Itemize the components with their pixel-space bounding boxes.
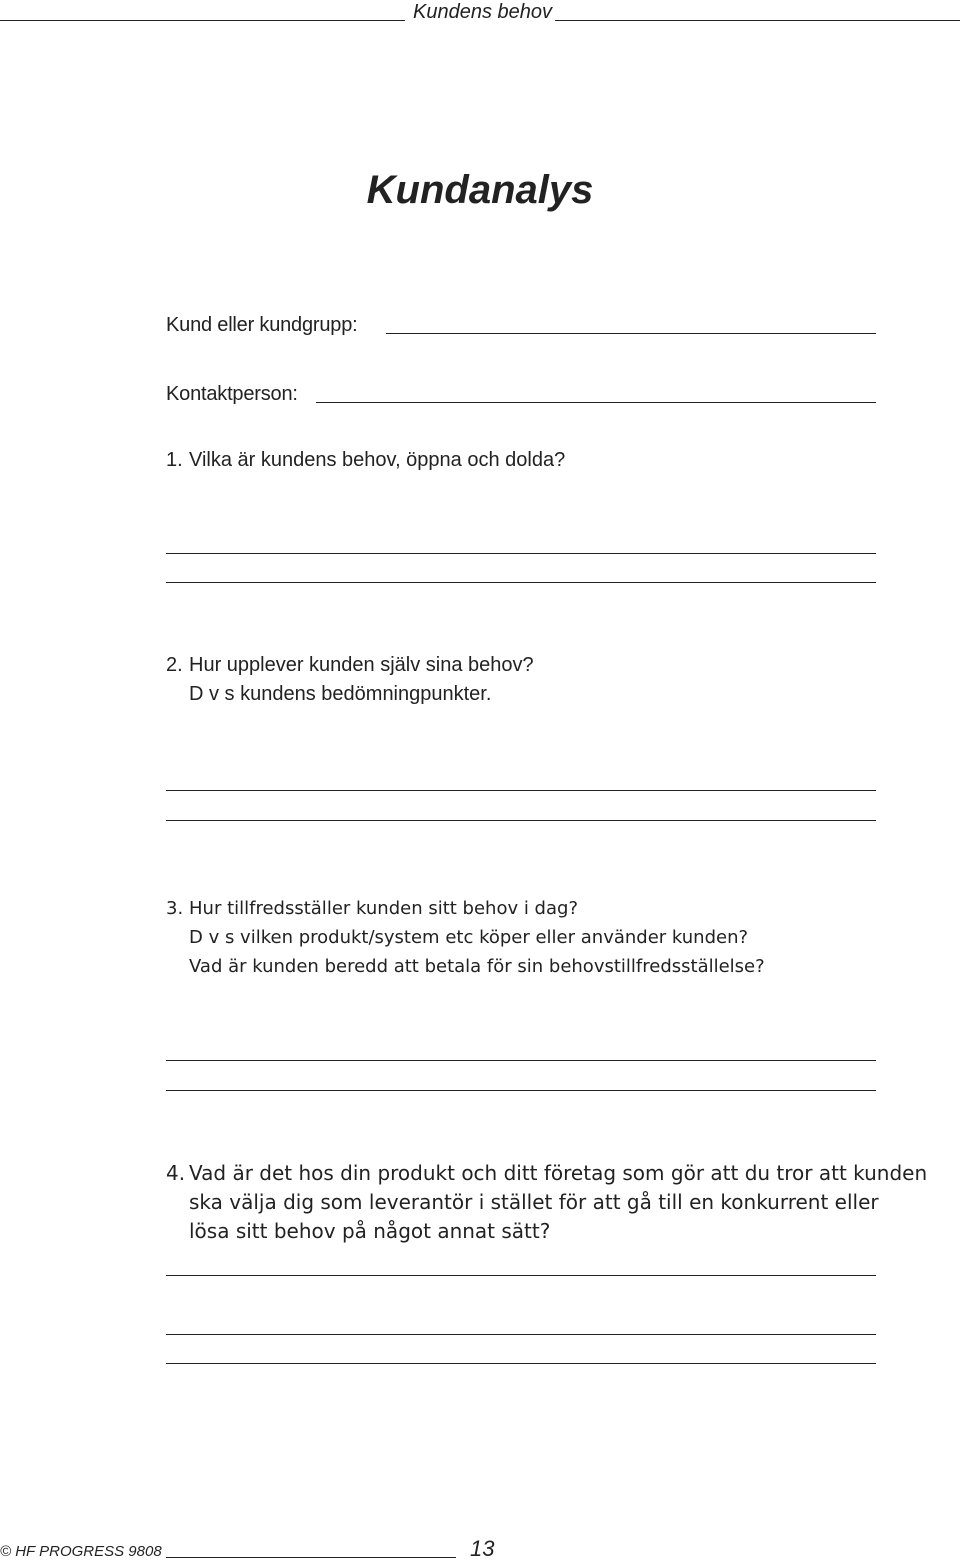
customer-group-field[interactable] bbox=[386, 333, 876, 334]
answer-line[interactable] bbox=[166, 1275, 876, 1276]
question-text: Vad är kunden beredd att betala för sin behovstillfredsställelse? bbox=[189, 956, 765, 977]
answer-line[interactable] bbox=[166, 790, 876, 791]
question-number: 4. bbox=[166, 1161, 186, 1185]
question-text: Hur tillfredsställer kunden sitt behov i dag? bbox=[189, 898, 578, 919]
answer-line[interactable] bbox=[166, 553, 876, 554]
question-2 bbox=[166, 651, 534, 709]
copyright-notice: © HF PROGRESS 9808 bbox=[0, 1543, 162, 1560]
answer-line[interactable] bbox=[166, 1334, 876, 1335]
customer-group-label: Kund eller kundgrupp: bbox=[166, 314, 358, 336]
answer-line[interactable] bbox=[166, 820, 876, 821]
question-text: Vad är det hos din produkt och ditt företag som gör att du tror att kunden bbox=[189, 1161, 928, 1185]
contact-person-label: Kontaktperson: bbox=[166, 383, 298, 405]
footer-rule bbox=[166, 1557, 456, 1558]
header-rule-left bbox=[0, 20, 405, 21]
question-4 bbox=[166, 1159, 927, 1246]
question-text: D v s kundens bedömningpunkter. bbox=[189, 683, 492, 705]
question-number: 1. bbox=[166, 449, 183, 471]
running-header-title: Kundens behov bbox=[413, 1, 553, 23]
question-text: ska välja dig som leverantör i stället för att gå till en konkurrent eller bbox=[189, 1190, 879, 1214]
question-text: Hur upplever kunden själv sina behov? bbox=[189, 654, 534, 676]
answer-line[interactable] bbox=[166, 1090, 876, 1091]
question-number: 2. bbox=[166, 654, 183, 676]
question-number: 3. bbox=[166, 898, 184, 919]
answer-line[interactable] bbox=[166, 1363, 876, 1364]
page-footer bbox=[0, 1535, 960, 1565]
page-number: 13 bbox=[470, 1536, 495, 1561]
question-1 bbox=[166, 446, 565, 475]
answer-line[interactable] bbox=[166, 582, 876, 583]
answer-line[interactable] bbox=[166, 1060, 876, 1061]
contact-person-field[interactable] bbox=[316, 402, 876, 403]
question-text: Vilka är kundens behov, öppna och dolda? bbox=[189, 449, 566, 471]
question-3 bbox=[166, 894, 765, 981]
header-rule-right bbox=[555, 20, 960, 21]
page-header bbox=[0, 0, 960, 30]
question-text: lösa sitt behov på något annat sätt? bbox=[189, 1219, 551, 1243]
question-text: D v s vilken produkt/system etc köper eller använder kunden? bbox=[189, 927, 749, 948]
page-title: Kundanalys bbox=[366, 168, 594, 212]
